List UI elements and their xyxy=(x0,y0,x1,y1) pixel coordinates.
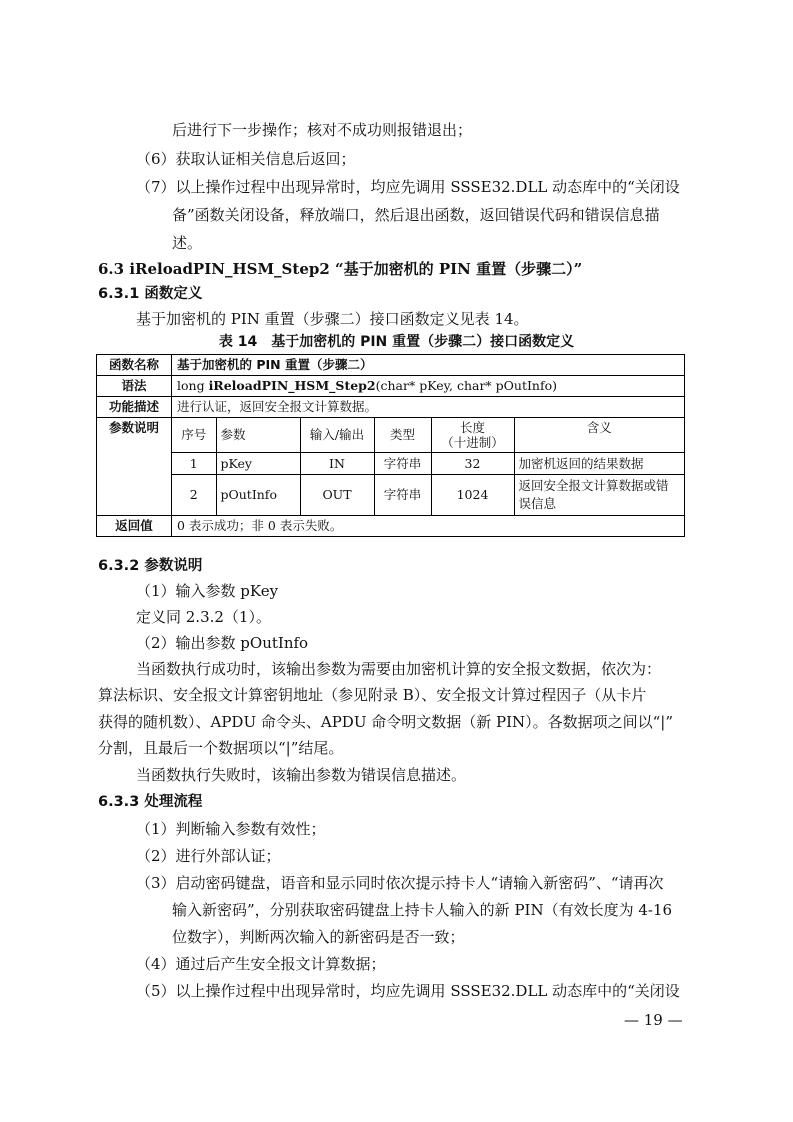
text-line: 输入新密码”，分别获取密码键盘上持卡人输入的新 PIN（有效长度为 4-16 xyxy=(172,901,673,919)
header-type: 类型 xyxy=(374,418,431,453)
table-label: 函数名称 xyxy=(97,355,172,376)
table-row xyxy=(97,355,685,376)
params-cell xyxy=(172,418,685,516)
paragraph: 获得的随机数）、APDU 命令头、APDU 命令明文数据（新 PIN）。各数据项之间以“|” xyxy=(98,713,674,731)
paragraph: 定义同 2.3.2（1）。 xyxy=(136,608,271,626)
table-row xyxy=(97,418,685,516)
table-row xyxy=(97,516,685,537)
text-line: 后进行下一步操作；核对不成功则报错退出； xyxy=(172,121,473,139)
list-item: （3）启动密码键盘，语音和显示同时依次提示持卡人“请输入新密码”、“请再次 xyxy=(136,874,664,892)
cell-param: pKey xyxy=(216,453,300,475)
page-number: — 19 — xyxy=(624,1011,683,1029)
cell-no: 1 xyxy=(172,453,216,475)
list-item: （2）进行外部认证； xyxy=(136,847,281,865)
table-row xyxy=(172,475,684,516)
table-row xyxy=(172,453,684,475)
header-io: 输入/输出 xyxy=(300,418,374,453)
header-length xyxy=(431,418,514,453)
cell-type: 字符串 xyxy=(374,475,431,516)
cell-param: pOutInfo xyxy=(216,475,300,516)
description-value: 进行认证，返回安全报文计算数据。 xyxy=(172,397,685,418)
subsection-heading: 6.3.3 处理流程 xyxy=(98,794,203,810)
cell-meaning: 加密机返回的结果数据 xyxy=(514,453,684,475)
subsection-heading: 6.3.1 函数定义 xyxy=(98,286,203,302)
paragraph: （1）输入参数 pKey xyxy=(136,582,279,600)
paragraph: 基于加密机的 PIN 重置（步骤二）接口函数定义见表 14。 xyxy=(136,310,529,328)
text-line: 位数字），判断两次输入的新密码是否一致； xyxy=(172,928,465,946)
list-item: （4）通过后产生安全报文计算数据； xyxy=(136,955,386,973)
table-row xyxy=(97,397,685,418)
return-value: 0 表示成功；非 0 表示失败。 xyxy=(172,516,685,537)
header-param: 参数 xyxy=(216,418,300,453)
table-label: 功能描述 xyxy=(97,397,172,418)
syntax-function-name: iReloadPIN_HSM_Step2 xyxy=(208,378,376,393)
subsection-heading: 6.3.2 参数说明 xyxy=(98,558,203,574)
cell-length: 1024 xyxy=(431,475,514,516)
syntax-value xyxy=(172,376,685,397)
table-label: 参数说明 xyxy=(97,418,172,516)
header-length-line2: （十进制） xyxy=(441,435,504,450)
paragraph: 当函数执行失败时，该输出参数为错误信息描述。 xyxy=(136,766,467,784)
table-caption: 表 14 基于加密机的 PIN 重置（步骤二）接口函数定义 xyxy=(218,334,575,350)
list-item: （6）获取认证相关信息后返回； xyxy=(136,150,356,168)
section-heading: 6.3 iReloadPIN_HSM_Step2 “基于加密机的 PIN 重置（步骤二）” xyxy=(98,260,583,278)
list-item: （5）以上操作过程中出现异常时，均应先调用 SSSE32.DLL 动态库中的“关闭设 xyxy=(136,982,680,1000)
cell-meaning: 返回安全报文计算数据或错误信息 xyxy=(514,475,684,516)
list-item: （7）以上操作过程中出现异常时，均应先调用 SSSE32.DLL 动态库中的“关闭设 xyxy=(136,178,680,196)
function-name-value: 基于加密机的 PIN 重置（步骤二） xyxy=(172,355,685,376)
syntax-args: (char* pKey, char* pOutInfo) xyxy=(375,378,557,393)
paragraph: 当函数执行成功时，该输出参数为需要由加密机计算的安全报文数据，依次为： xyxy=(136,660,662,678)
table-label: 语法 xyxy=(97,376,172,397)
table-header-row xyxy=(172,418,684,453)
paragraph: 分割，且最后一个数据项以“|”结尾。 xyxy=(98,739,344,757)
list-item: （1）判断输入参数有效性； xyxy=(136,820,326,838)
text-line: 述。 xyxy=(172,234,203,252)
function-definition-table xyxy=(96,354,685,537)
cell-io: OUT xyxy=(300,475,374,516)
syntax-prefix: long xyxy=(177,378,209,393)
params-table xyxy=(172,418,684,515)
header-no: 序号 xyxy=(172,418,216,453)
table-label: 返回值 xyxy=(97,516,172,537)
text-line: 备”函数关闭设备，释放端口，然后退出函数，返回错误代码和错误信息描 xyxy=(172,206,660,224)
cell-type: 字符串 xyxy=(374,453,431,475)
paragraph: 算法标识、安全报文计算密钥地址（参见附录 B）、安全报文计算过程因子（从卡片 xyxy=(98,686,647,704)
cell-length: 32 xyxy=(431,453,514,475)
cell-io: IN xyxy=(300,453,374,475)
cell-no: 2 xyxy=(172,475,216,516)
header-meaning: 含义 xyxy=(514,418,684,453)
header-length-line1: 长度 xyxy=(459,420,485,435)
table-row xyxy=(97,376,685,397)
paragraph: （2）输出参数 pOutInfo xyxy=(136,634,309,652)
